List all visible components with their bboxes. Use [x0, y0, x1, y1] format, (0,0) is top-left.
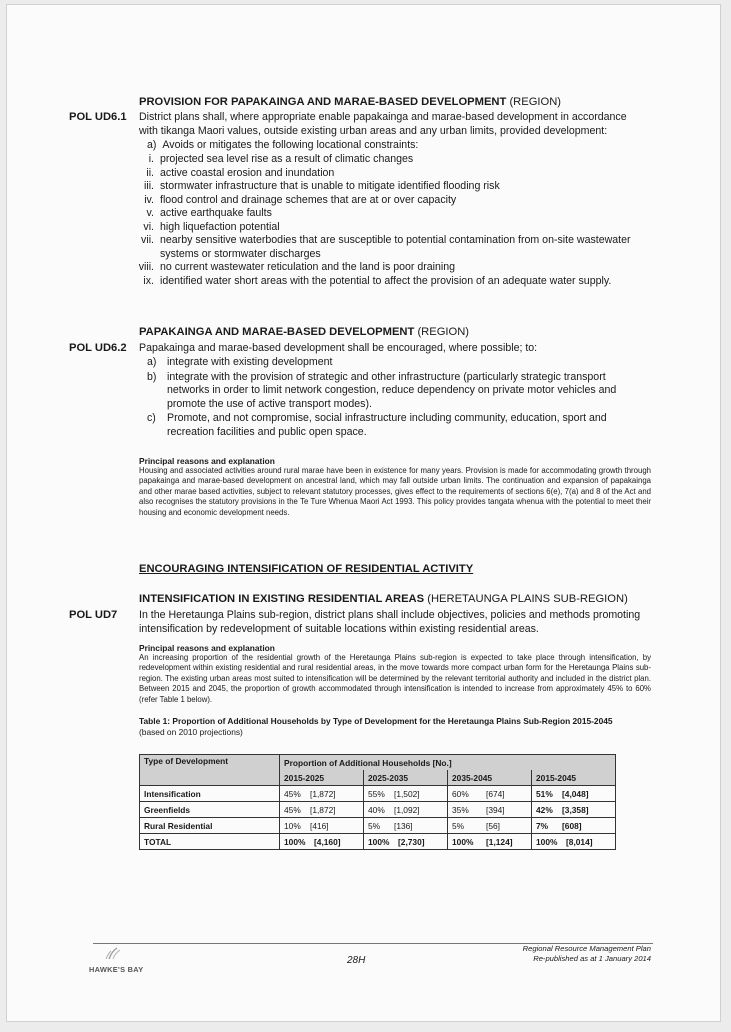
section2-region: (REGION)	[417, 326, 470, 338]
logo-mark-icon	[89, 946, 141, 960]
households-table	[139, 754, 616, 850]
policy-code-ud7: POL UD7	[69, 609, 118, 621]
table-row: Rural Residential 10% [416] 5% [136] 5% [56] 7% [608]	[140, 818, 616, 834]
section2-intro: Papakainga and marae-based development shall be encouraged, where possible; to:	[139, 342, 538, 354]
table-header-type: Type of Development	[140, 755, 280, 786]
table-header-period: 2025-2035	[364, 770, 448, 786]
section1-title: PROVISION FOR PAPAKAINGA AND MARAE-BASED DEVELOPMENT	[139, 96, 507, 108]
table-row: Intensification 45% [1,872] 55% [1,502] 60% [674] 51% [4,048]	[140, 786, 616, 802]
table-header-period: 2015-2045	[532, 770, 616, 786]
list-item: ii. active coastal erosion and inundation	[146, 166, 335, 179]
section2-list	[147, 356, 616, 439]
section3-intro-line-1: In the Heretaunga Plains sub-region, district plans shall include objectives, policies and methods promoting	[139, 609, 641, 621]
section2-title: PAPAKAINGA AND MARAE-BASED DEVELOPMENT	[139, 326, 415, 338]
section1-heading	[139, 96, 561, 108]
table-caption: Table 1: Proportion of Additional Households by Type of Development for the Heretaunga Plains Sub-Region 2015-2045	[139, 716, 613, 726]
republished-date: Re-published as at 1 January 2014	[533, 954, 651, 963]
hawkes-bay-logo	[89, 946, 144, 974]
list-item: ix. identified water short areas with the potential to affect the provision of an adequate water supply.	[143, 274, 612, 287]
section1-region: (REGION)	[509, 96, 562, 108]
list-item: iv. flood control and drainage schemes that are at or over capacity	[144, 193, 457, 206]
list-item: viii. no current wastewater reticulation and the land is poor draining	[138, 261, 456, 273]
list-item: iii. stormwater infrastructure that is unable to mitigate identified flooding risk	[143, 180, 500, 192]
list-item: i. projected sea level rise as a result of climatic changes	[148, 153, 414, 165]
item-a-label: a)	[147, 139, 157, 151]
section3-intro	[139, 608, 640, 636]
list-item-continued: systems or stormwater discharges	[160, 247, 321, 260]
constraints-list	[132, 153, 631, 288]
list-item: vi. high liquefaction potential	[143, 220, 280, 233]
plan-title: Regional Resource Management Plan	[522, 944, 651, 953]
policy-code-ud6-2: POL UD6.2	[69, 342, 127, 354]
section3-heading: ENCOURAGING INTENSIFICATION OF RESIDENTIAL ACTIVITY	[139, 563, 474, 575]
list-item: b) integrate with the provision of strategic and other infrastructure (particularly strategic transport networks in order to limit network congestion, reduce dependency on private motor vehicles and promote the use of active transport modes).	[147, 370, 617, 410]
section2-reasons-heading: Principal reasons and explanation	[139, 456, 275, 466]
section2-heading	[139, 326, 469, 338]
section1-intro-line-1: District plans shall, where appropriate enable papakainga and marae-based development in accordance	[139, 111, 627, 123]
logo-text: HAWKE'S BAY	[89, 965, 144, 974]
table-row-total: TOTAL 100% [4,160] 100% [2,730] 100% [1,124] 100% [8,014]	[140, 834, 616, 850]
document-page	[6, 4, 721, 1022]
table-header-period: 2015-2025	[280, 770, 364, 786]
table-row: Greenfields 45% [1,872] 40% [1,092] 35% [394] 42% [3,358]	[140, 802, 616, 818]
section1-intro-line-2: with tikanga Maori values, outside existing urban areas and any urban limits, provided development:	[139, 125, 608, 137]
table-header-period: 2035-2045	[448, 770, 532, 786]
section3-intro-line-2: intensification by redevelopment of suitable locations within existing residential areas.	[139, 623, 539, 635]
table-header-group: Proportion of Additional Households [No.]	[280, 755, 616, 771]
section3-sub-title: INTENSIFICATION IN EXISTING RESIDENTIAL AREAS	[139, 593, 425, 605]
table-caption-note: (based on 2010 projections)	[139, 727, 243, 737]
list-item: c) Promote, and not compromise, social infrastructure including community, education, sport and recreation facilities and public open space.	[147, 412, 607, 438]
section1-item-a	[147, 138, 418, 152]
section3-sub-heading	[139, 593, 628, 605]
section1-intro	[139, 110, 627, 138]
page-number: 28H	[347, 955, 366, 966]
section3-sub-region: (HERETAUNGA PLAINS SUB-REGION)	[427, 593, 628, 605]
list-item: v. active earthquake faults	[146, 207, 272, 219]
item-a-text: Avoids or mitigates the following locational constraints:	[162, 139, 419, 151]
section3-reasons-text: An increasing proportion of the residential growth of the Heretaunga Plains sub-region is expected to take place through intensification, by redevelopment within existing residential and rural residential areas, in the move towards more compact urban form for the Heretaunga Plains sub-region. The existing urban areas most suited to intensification will be determined by the relevant territorial authority and included in the district plan. Between 2015 and 2045, the proportion of growth accommodated through intensification is intended to increase from approximately 45% to 60% (refer Table 1 below).	[139, 653, 651, 704]
policy-code-ud6-1: POL UD6.1	[69, 111, 127, 123]
section2-reasons-text: Housing and associated activities around rural marae have been in existence for many years. Provision is made for accommodating growth through papakainga and marae-based development on ancestral land, which may fall outside urban limits. The continuation and expansion of papakainga and other marae based activities, subject to relevant statutory processes, gives effect to the requirements of sections 6(e), 7(a) and 8 of the Act and also recognises the statutory provisions in the Te Ture Whenua Maori Act 1993. This policy provides tangata whenua with the potential to meet their housing and economic development needs.	[139, 466, 651, 517]
list-item: a) integrate with existing development	[147, 356, 333, 368]
footer-title	[447, 944, 651, 964]
list-item: vii. nearby sensitive waterbodies that are susceptible to potential contamination from on-site wastewater	[141, 234, 631, 246]
section3-reasons-heading: Principal reasons and explanation	[139, 643, 275, 653]
